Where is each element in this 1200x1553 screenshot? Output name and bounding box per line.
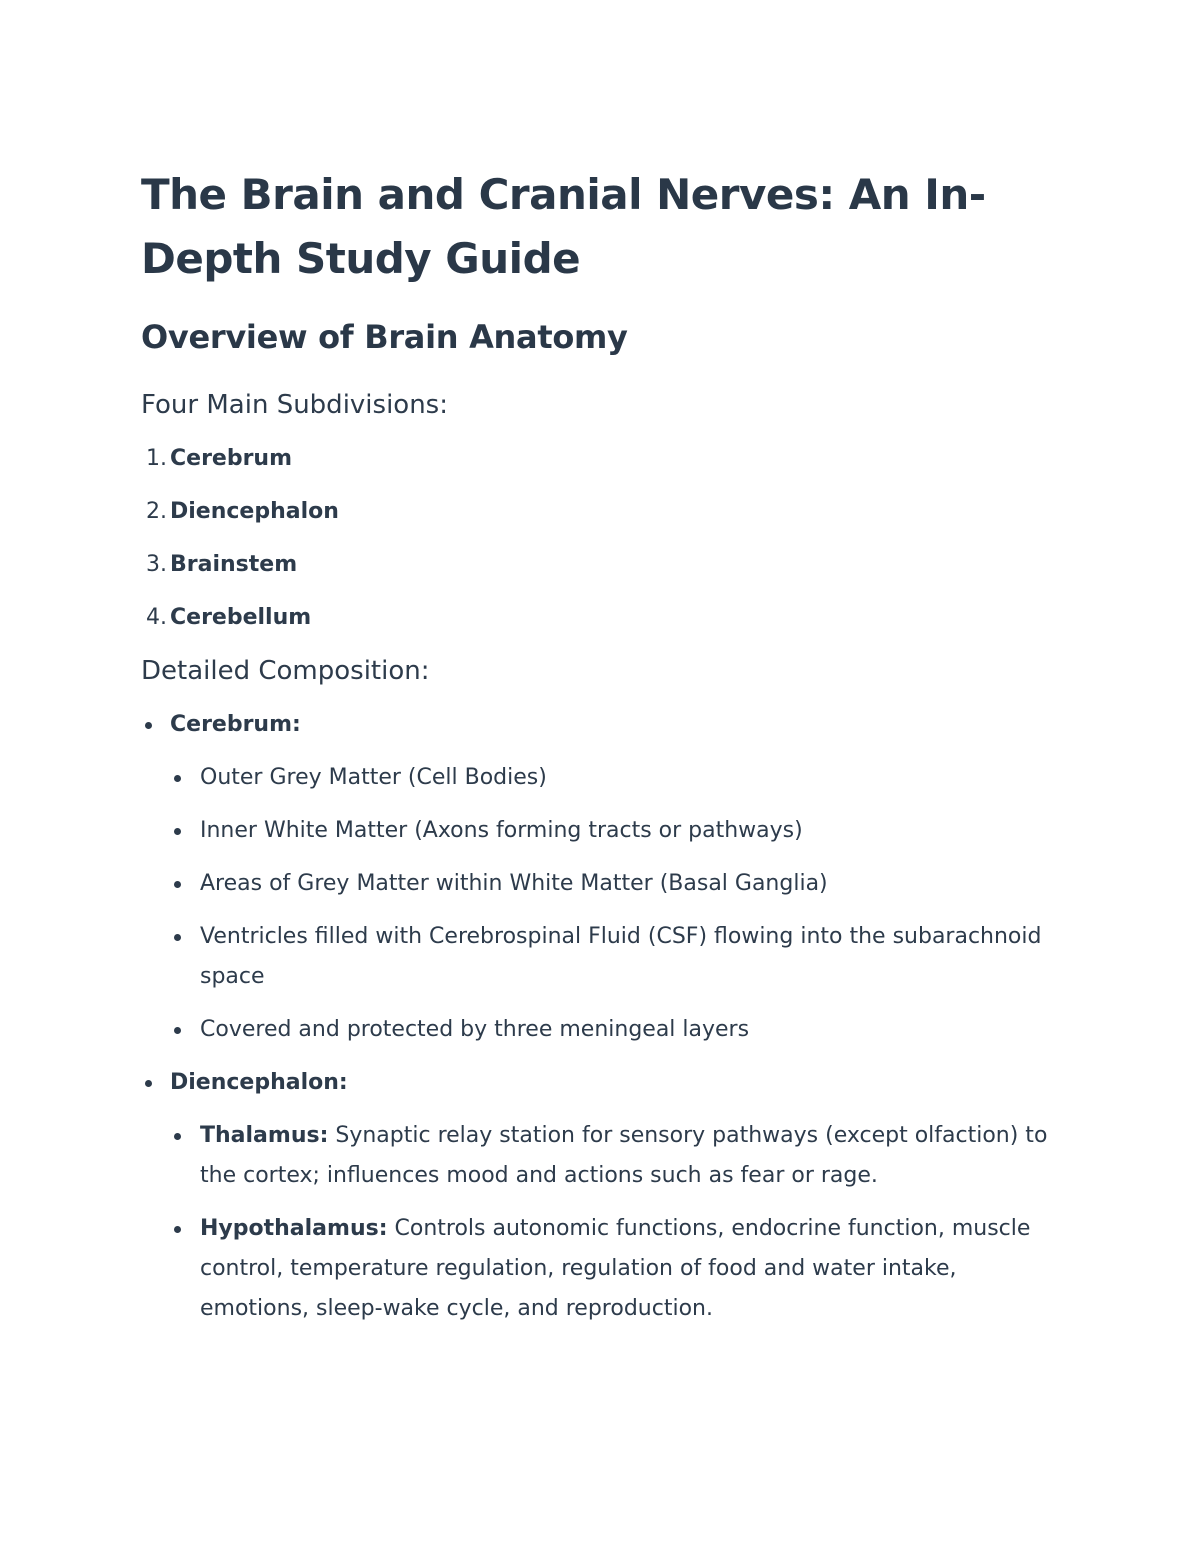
- cerebrum-label: Cerebrum:: [170, 712, 301, 737]
- thalamus-term: Thalamus:: [200, 1123, 329, 1148]
- list-item: Ventricles filled with Cerebrospinal Fluid (CSF) flowing into the subarachnoid space: [141, 917, 1050, 997]
- subdivisions-list: [141, 439, 1050, 638]
- composition-list: [141, 705, 1050, 1329]
- list-item: [141, 492, 1050, 532]
- list-item-text: Diencephalon: [170, 499, 339, 524]
- list-number: 3.: [146, 552, 167, 577]
- list-number: 4.: [146, 605, 167, 630]
- hypothalamus-term: Hypothalamus:: [200, 1216, 388, 1241]
- section-title: Overview of Brain Anatomy: [141, 318, 628, 356]
- cerebrum-sublist: [141, 758, 1050, 1050]
- subdivisions-heading: Four Main Subdivisions:: [141, 390, 448, 420]
- document-title: The Brain and Cranial Nerves: An In-Depth Study Guide: [141, 170, 986, 283]
- list-item: Covered and protected by three meningeal layers: [141, 1010, 1050, 1050]
- diencephalon-sublist: [141, 1116, 1050, 1329]
- list-item: Outer Grey Matter (Cell Bodies): [141, 758, 1050, 798]
- list-item: Inner White Matter (Axons forming tracts or pathways): [141, 811, 1050, 851]
- diencephalon-item: [141, 1063, 1050, 1329]
- cerebrum-item: [141, 705, 1050, 1050]
- list-item-text: Brainstem: [170, 552, 298, 577]
- list-item: [141, 1116, 1050, 1196]
- hypothalamus-description: Controls autonomic functions, endocrine function, muscle control, temperature regulation, regulation of food and water intake, emotions, sleep-wake cycle, and reproduction.: [200, 1216, 1031, 1321]
- list-item-text: Cerebrum: [170, 446, 293, 471]
- list-item: [141, 545, 1050, 585]
- thalamus-description: Synaptic relay station for sensory pathways (except olfaction) to the cortex; influences mood and actions such as fear or rage.: [200, 1123, 1048, 1188]
- list-number: 1.: [146, 446, 167, 471]
- list-item: Areas of Grey Matter within White Matter (Basal Ganglia): [141, 864, 1050, 904]
- composition-heading: Detailed Composition:: [141, 656, 430, 686]
- list-item: [141, 598, 1050, 638]
- list-item: [141, 1209, 1050, 1329]
- list-number: 2.: [146, 499, 167, 524]
- diencephalon-label: Diencephalon:: [170, 1070, 348, 1095]
- list-item-text: Cerebellum: [170, 605, 312, 630]
- list-item: [141, 439, 1050, 479]
